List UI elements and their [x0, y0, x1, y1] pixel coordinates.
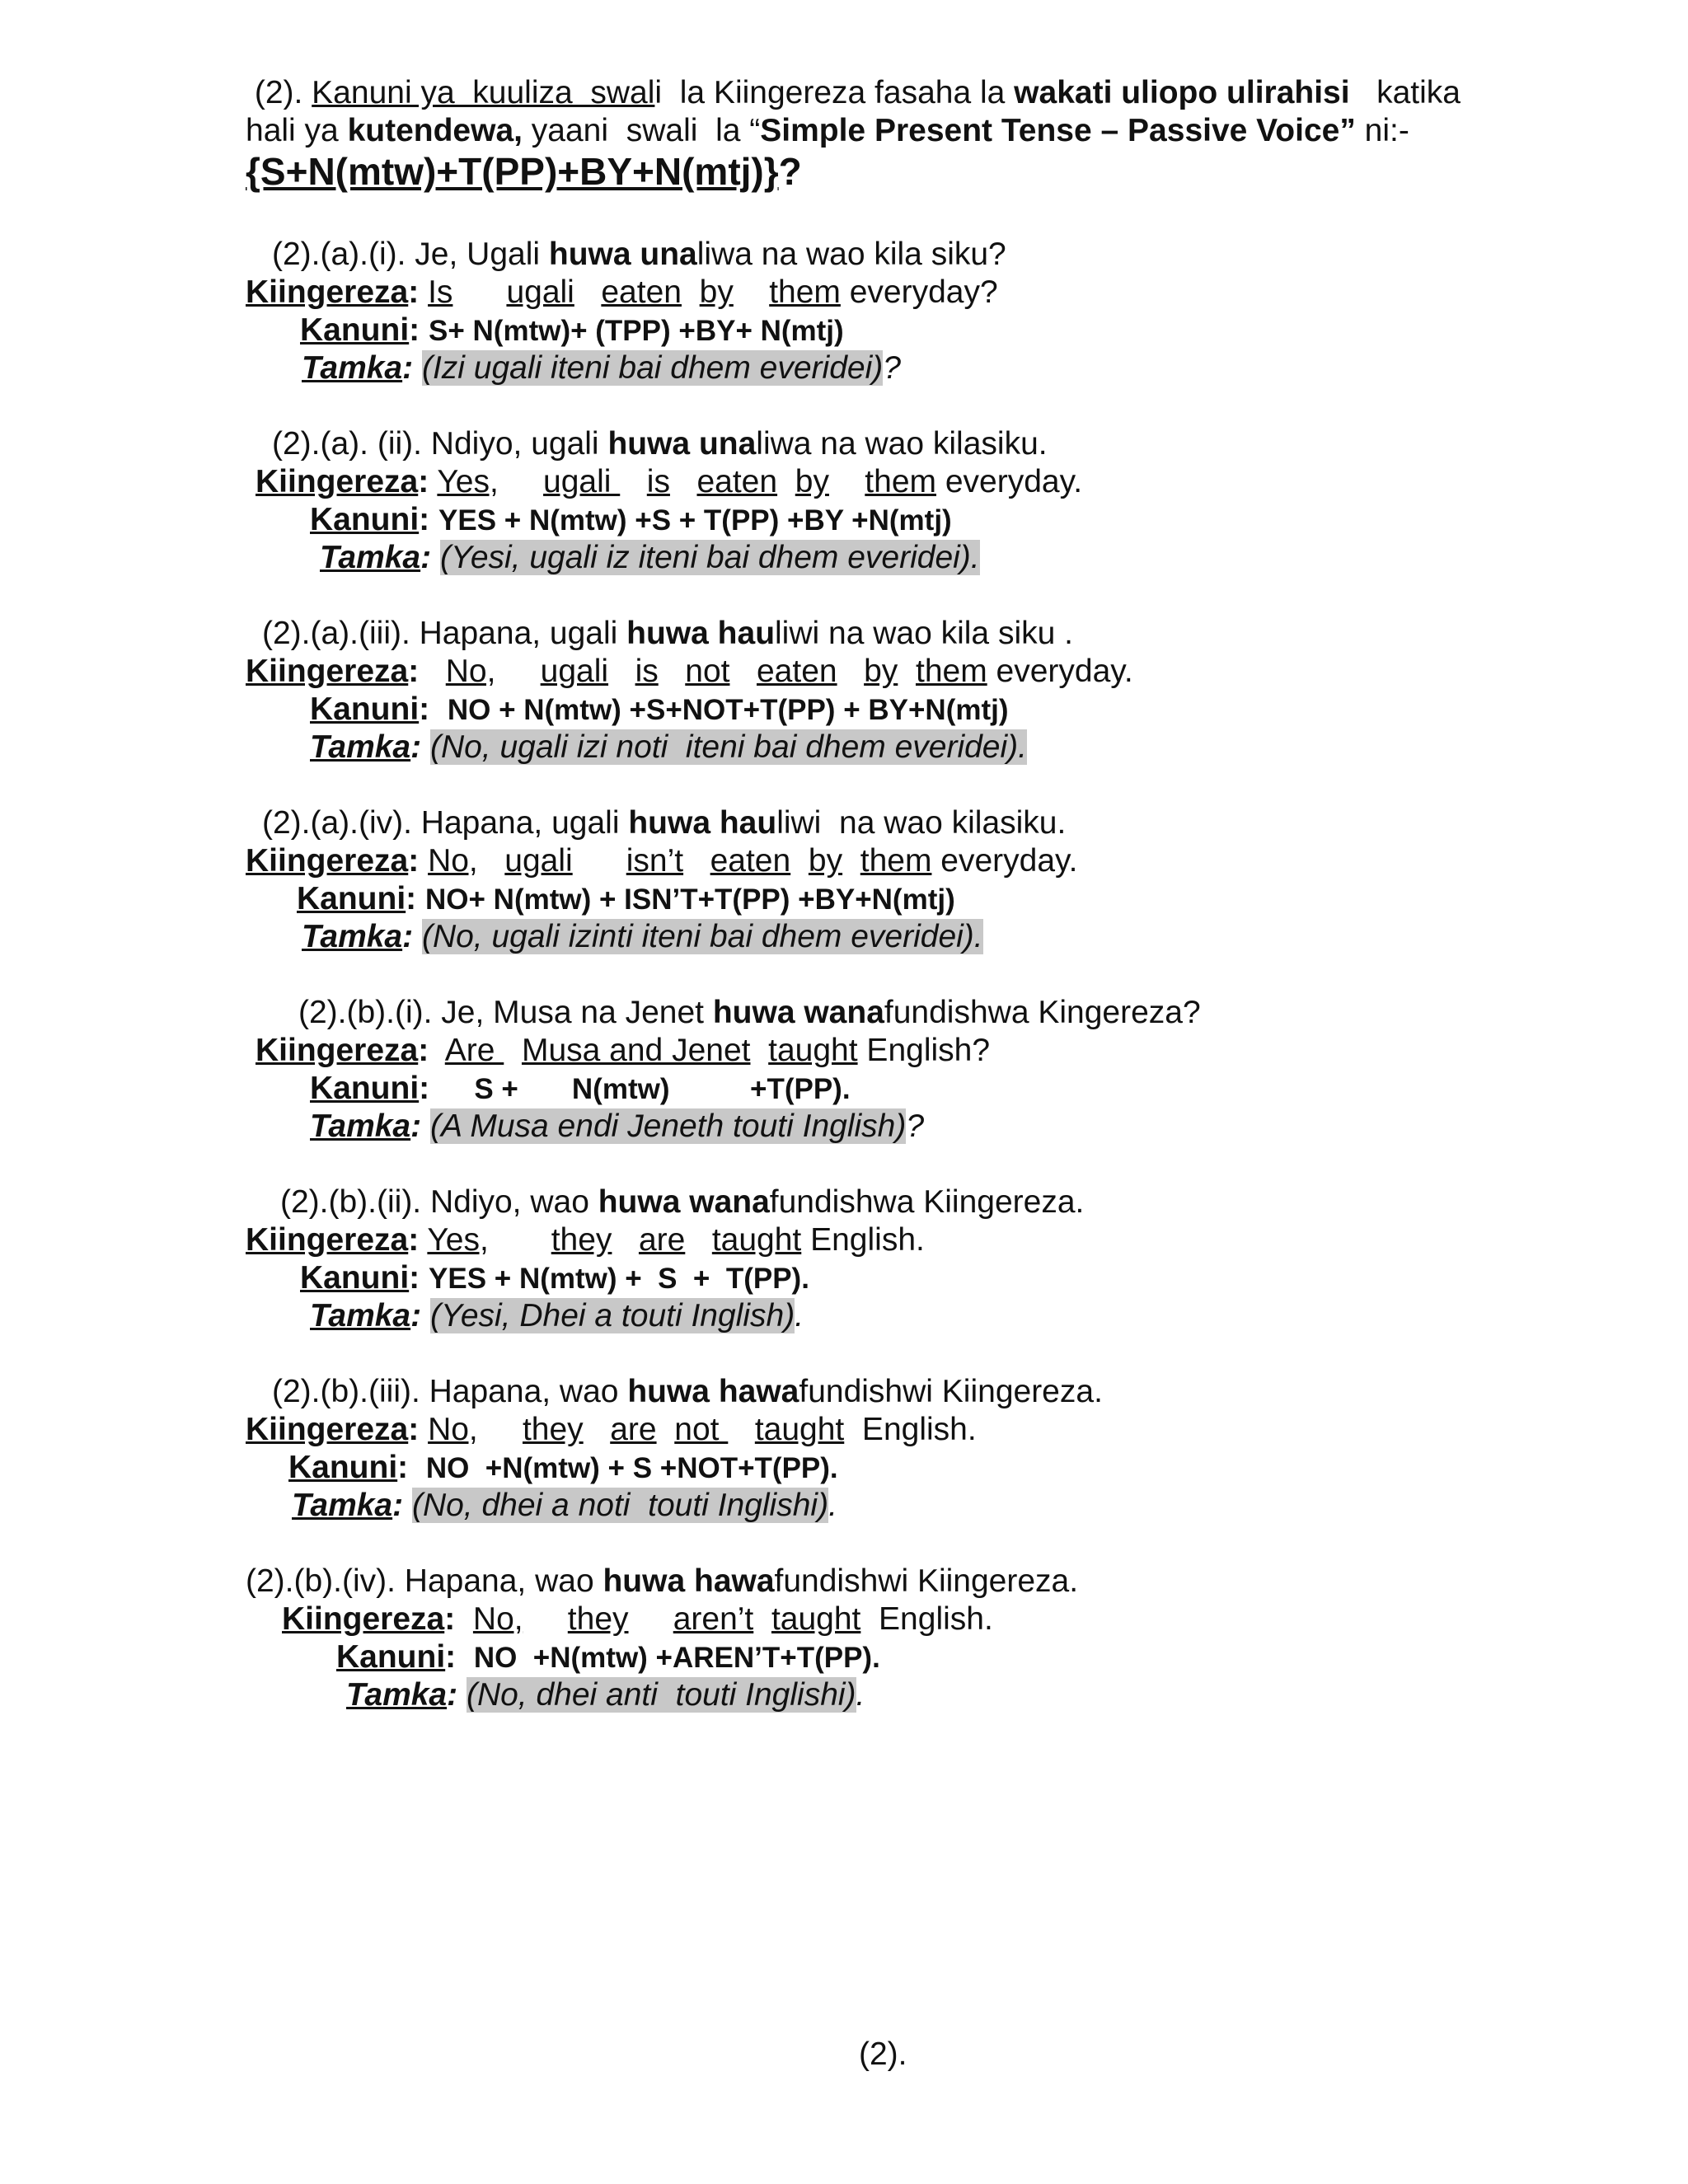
s8-tamka: Tamka: (No, dhei anti touti Inglishi).: [346, 1677, 865, 1713]
s2-english: Kiingereza: Yes, ugali is eaten by them everyday.: [256, 464, 1083, 499]
s3-english: Kiingereza: No, ugali is not eaten by them everyday.: [246, 654, 1133, 689]
s8-heading: (2).(b).(iv). Hapana, wao huwa hawafundishwi Kiingereza.: [246, 1563, 1079, 1599]
s1-heading: (2).(a).(i). Je, Ugali huwa unaliwa na wao kila siku?: [272, 237, 1006, 272]
s6-english: Kiingereza: Yes, they are taught English.: [246, 1222, 925, 1258]
s1-kanuni: Kanuni: S+ N(mtw)+ (TPP) +BY+ N(mtj): [300, 312, 844, 348]
s5-heading: (2).(b).(i). Je, Musa na Jenet huwa wanafundishwa Kingereza?: [298, 995, 1201, 1030]
s4-kanuni: Kanuni: NO+ N(mtw) + ISN’T+T(PP) +BY+N(mtj): [297, 881, 955, 916]
s3-heading: (2).(a).(iii). Hapana, ugali huwa hauliwi na wao kila siku .: [262, 616, 1073, 651]
s7-kanuni: Kanuni: NO +N(mtw) + S +NOT+T(PP).: [288, 1450, 838, 1485]
s3-kanuni: Kanuni: NO + N(mtw) +S+NOT+T(PP) + BY+N(mtj): [310, 691, 1009, 727]
s2-kanuni: Kanuni: YES + N(mtw) +S + T(PP) +BY +N(mtj): [310, 502, 952, 537]
s6-kanuni: Kanuni: YES + N(mtw) + S + T(PP).: [300, 1260, 809, 1296]
s1-tamka: Tamka: (Izi ugali iteni bai dhem everidei)?: [302, 350, 901, 386]
s4-english: Kiingereza: No, ugali isn’t eaten by them everyday.: [246, 843, 1078, 879]
s2-heading: (2).(a). (ii). Ndiyo, ugali huwa unaliwa na wao kilasiku.: [272, 426, 1048, 462]
s6-tamka: Tamka: (Yesi, Dhei a touti Inglish).: [310, 1298, 804, 1333]
s7-english: Kiingereza: No, they are not taught English.: [246, 1412, 977, 1447]
s8-english: Kiingereza: No, they aren’t taught English.: [282, 1601, 993, 1637]
s7-heading: (2).(b).(iii). Hapana, wao huwa hawafundishwi Kiingereza.: [272, 1374, 1103, 1409]
s5-kanuni: Kanuni: S + N(mtw) +T(PP).: [310, 1071, 851, 1106]
s6-heading: (2).(b).(ii). Ndiyo, wao huwa wanafundishwa Kiingereza.: [280, 1184, 1085, 1220]
s5-english: Kiingereza: Are Musa and Jenet taught English?: [256, 1033, 991, 1068]
page-number: (2).: [859, 2036, 907, 2072]
s7-tamka: Tamka: (No, dhei a noti touti Inglishi).: [292, 1488, 837, 1523]
intro-formula: {S+N(mtw)+T(PP)+BY+N(mtj)}?: [246, 150, 802, 193]
s1-english: Kiingereza: Is ugali eaten by them everyday?: [246, 274, 998, 310]
s2-tamka: Tamka: (Yesi, ugali iz iteni bai dhem everidei).: [320, 540, 980, 575]
s8-kanuni: Kanuni: NO +N(mtw) +AREN’T+T(PP).: [336, 1639, 880, 1675]
s3-tamka: Tamka: (No, ugali izi noti iteni bai dhem everidei).: [310, 729, 1027, 765]
intro-line-1: (2). Kanuni ya kuuliza swali la Kiingereza fasaha la wakati uliopo ulirahisi katika: [246, 75, 1461, 110]
s4-heading: (2).(a).(iv). Hapana, ugali huwa hauliwi na wao kilasiku.: [262, 805, 1067, 841]
intro-line-2: hali ya kutendewa, yaani swali la “Simple Present Tense – Passive Voice” ni:-: [246, 113, 1409, 148]
s5-tamka: Tamka: (A Musa endi Jeneth touti Inglish)?: [310, 1108, 925, 1144]
s4-tamka: Tamka: (No, ugali izinti iteni bai dhem everidei).: [302, 919, 983, 954]
